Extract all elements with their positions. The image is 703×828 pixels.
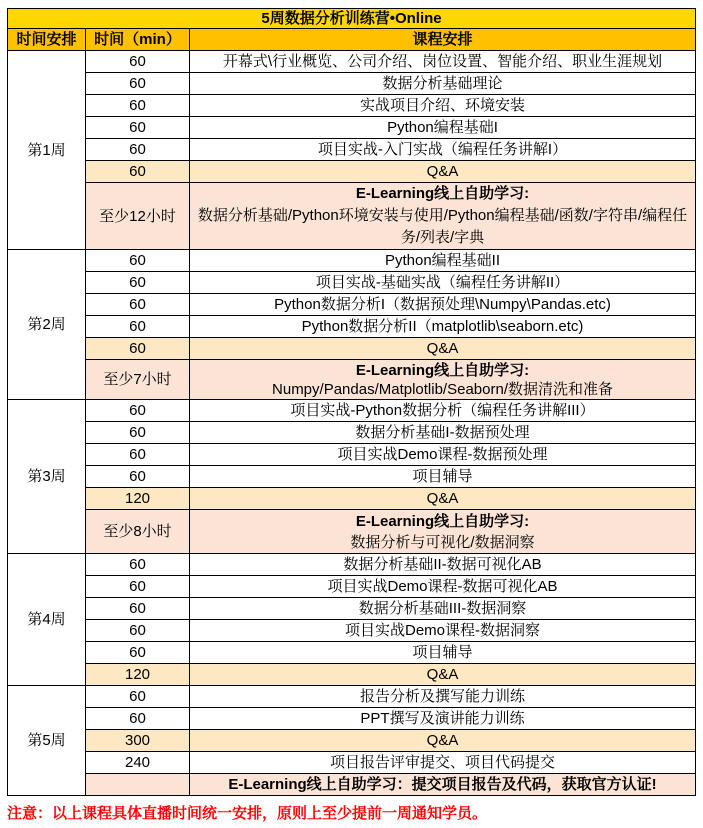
topic-cell: Q&A — [190, 730, 696, 752]
topic-cell: Python编程基础I — [190, 117, 696, 139]
table-row — [8, 422, 696, 444]
table-row — [8, 642, 696, 664]
topic-cell: 项目实战Demo课程-数据可视化AB — [190, 576, 696, 598]
minutes-cell: 60 — [86, 316, 190, 338]
table-row — [8, 400, 696, 422]
topic-cell: 实战项目介绍、环境安装 — [190, 95, 696, 117]
week-label: 第4周 — [8, 554, 86, 686]
topic-cell: 项目实战-基础实战（编程任务讲解II） — [190, 272, 696, 294]
elearning-hours: 至少8小时 — [86, 510, 190, 554]
topic-cell: Q&A — [190, 664, 696, 686]
table-row — [8, 752, 696, 774]
minutes-cell: 60 — [86, 642, 190, 664]
table-title: 5周数据分析训练营•Online — [8, 9, 696, 29]
table-row — [8, 95, 696, 117]
minutes-cell: 60 — [86, 444, 190, 466]
topic-cell: Q&A — [190, 161, 696, 183]
topic-cell: 项目实战Demo课程-数据洞察 — [190, 620, 696, 642]
minutes-cell: 60 — [86, 139, 190, 161]
elearning-hours: 至少7小时 — [86, 360, 190, 400]
topic-cell: 数据分析基础II-数据可视化AB — [190, 554, 696, 576]
table-row — [8, 73, 696, 95]
schedule-table — [7, 8, 696, 796]
minutes-cell: 60 — [86, 51, 190, 73]
topic-cell: 开幕式\行业概览、公司介绍、岗位设置、智能介绍、职业生涯规划 — [190, 51, 696, 73]
topic-cell: 项目辅导 — [190, 466, 696, 488]
topic-cell: Q&A — [190, 488, 696, 510]
table-row — [8, 444, 696, 466]
table-row — [8, 620, 696, 642]
final-elearning-cell: E-Learning线上自助学习：提交项目报告及代码，获取官方认证! — [190, 774, 696, 796]
topic-cell: Python编程基础II — [190, 250, 696, 272]
topic-cell: 数据分析基础I-数据预处理 — [190, 422, 696, 444]
topic-cell: Q&A — [190, 338, 696, 360]
elearning-title: E-Learning线上自助学习: — [355, 512, 530, 530]
minutes-cell: 60 — [86, 708, 190, 730]
minutes-cell: 60 — [86, 73, 190, 95]
minutes-cell: 60 — [86, 554, 190, 576]
elearning-body: Numpy/Pandas/Matplotlib/Seaborn/数据清洗和准备 — [272, 380, 613, 398]
qa-row — [8, 161, 696, 183]
qa-row — [8, 488, 696, 510]
minutes-cell: 60 — [86, 250, 190, 272]
minutes-cell: 60 — [86, 620, 190, 642]
header-topic: 课程安排 — [190, 29, 696, 51]
minutes-cell: 60 — [86, 686, 190, 708]
minutes-cell: 60 — [86, 294, 190, 316]
week-label: 第2周 — [8, 250, 86, 400]
qa-row — [8, 338, 696, 360]
minutes-cell: 240 — [86, 752, 190, 774]
topic-cell: 项目辅导 — [190, 642, 696, 664]
minutes-cell: 300 — [86, 730, 190, 752]
week-label: 第1周 — [8, 51, 86, 250]
topic-cell: Python数据分析I（数据预处理\Numpy\Pandas.etc) — [190, 294, 696, 316]
title-row — [8, 9, 696, 29]
elearning-body: 数据分析基础/Python环境安装与使用/Python编程基础/函数/字符串/编程任务/列表/字典 — [197, 207, 688, 246]
table-row — [8, 139, 696, 161]
minutes-cell: 60 — [86, 576, 190, 598]
topic-cell: 项目实战Demo课程-数据预处理 — [190, 444, 696, 466]
qa-row — [8, 664, 696, 686]
table-row — [8, 316, 696, 338]
elearning-cell — [190, 510, 696, 554]
header-week: 时间安排 — [8, 29, 86, 51]
elearning-cell — [190, 360, 696, 400]
qa-row — [8, 730, 696, 752]
table-row — [8, 554, 696, 576]
minutes-cell: 60 — [86, 338, 190, 360]
footnote: 注意：以上课程具体直播时间统一安排，原则上至少提前一周通知学员。 — [7, 805, 488, 822]
minutes-cell: 60 — [86, 117, 190, 139]
topic-cell: 项目实战-Python数据分析（编程任务讲解III） — [190, 400, 696, 422]
table-row — [8, 51, 696, 73]
header-row — [8, 29, 696, 51]
topic-cell: Python数据分析II（matplotlib\seaborn.etc) — [190, 316, 696, 338]
minutes-cell: 60 — [86, 598, 190, 620]
elearning-hours: 至少12小时 — [86, 183, 190, 250]
table-row — [8, 117, 696, 139]
table-row — [8, 598, 696, 620]
table-row — [8, 294, 696, 316]
minutes-cell: 60 — [86, 422, 190, 444]
table-row — [8, 250, 696, 272]
minutes-cell: 60 — [86, 400, 190, 422]
elearning-row — [8, 360, 696, 400]
table-row — [8, 708, 696, 730]
week-label: 第3周 — [8, 400, 86, 554]
topic-cell: 数据分析基础III-数据洞察 — [190, 598, 696, 620]
table-row — [8, 576, 696, 598]
table-row — [8, 686, 696, 708]
minutes-cell: 120 — [86, 664, 190, 686]
topic-cell: PPT撰写及演讲能力训练 — [190, 708, 696, 730]
minutes-cell — [86, 774, 190, 796]
topic-cell: 报告分析及撰写能力训练 — [190, 686, 696, 708]
topic-cell: 项目实战-入门实战（编程任务讲解I） — [190, 139, 696, 161]
topic-cell: 数据分析基础理论 — [190, 73, 696, 95]
elearning-row — [8, 510, 696, 554]
elearning-row — [8, 183, 696, 250]
elearning-cell — [190, 183, 696, 250]
minutes-cell: 120 — [86, 488, 190, 510]
header-minutes: 时间（min） — [86, 29, 190, 51]
minutes-cell: 60 — [86, 161, 190, 183]
elearning-body: 数据分析与可视化/数据洞察 — [350, 533, 535, 551]
table-row — [8, 466, 696, 488]
topic-cell: 项目报告评审提交、项目代码提交 — [190, 752, 696, 774]
minutes-cell: 60 — [86, 95, 190, 117]
week-label: 第5周 — [8, 686, 86, 796]
elearning-title: E-Learning线上自助学习: — [355, 185, 530, 202]
minutes-cell: 60 — [86, 272, 190, 294]
elearning-title: E-Learning线上自助学习: — [355, 361, 530, 379]
minutes-cell: 60 — [86, 466, 190, 488]
final-elearning-row — [8, 774, 696, 796]
table-row — [8, 272, 696, 294]
